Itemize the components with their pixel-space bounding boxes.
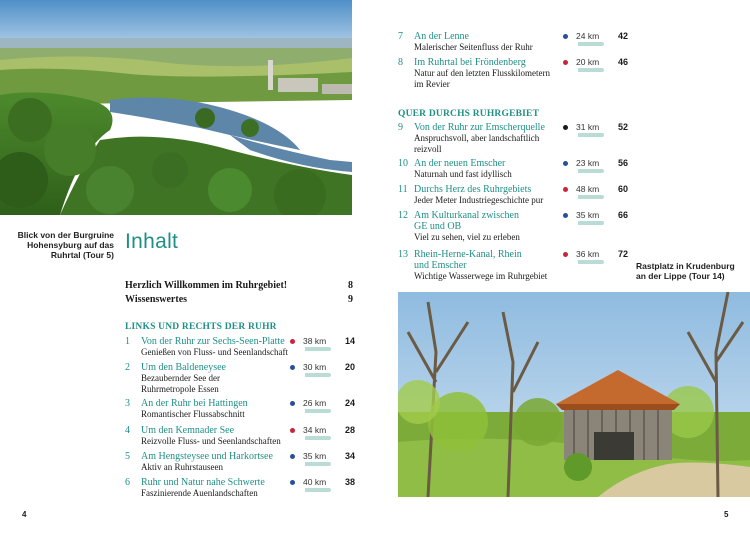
tour-title-line: Um den Kemnader See [141, 425, 235, 436]
tour-title [141, 362, 226, 373]
toc-page-number: 38 [344, 477, 355, 487]
toc-page-number: 66 [617, 210, 628, 220]
caption-line: Hohensyburg auf das [27, 240, 114, 250]
distance-arrow-icon [578, 169, 604, 173]
distance-arrow-icon [305, 373, 331, 377]
tour-number: 6 [125, 477, 130, 488]
tour-subtitle [414, 42, 533, 53]
tour-subtitle-line: im Revier [414, 79, 450, 89]
tour-title [141, 336, 285, 347]
difficulty-dot-icon [290, 365, 295, 370]
tour-title-line: Am Kulturkanal zwischen [414, 210, 519, 221]
tour-subtitle-line: Faszinierende Auenlandschaften [141, 488, 258, 498]
tour-number: 2 [125, 362, 130, 373]
difficulty-dot-icon [290, 428, 295, 433]
tour-title [414, 57, 526, 68]
distance-arrow-icon [578, 42, 604, 46]
caption-line: Rastplatz in Krudenburg [636, 261, 735, 271]
distance-arrow-icon [305, 347, 331, 351]
tour-subtitle-line: reizvoll [414, 144, 442, 154]
tour-number: 7 [398, 31, 403, 42]
tour-title [414, 158, 505, 169]
difficulty-dot-icon [290, 480, 295, 485]
tour-title-line: An der Lenne [414, 31, 469, 42]
tour-subtitle-line: Romantischer Flussabschnitt [141, 409, 245, 419]
tour-subtitle-line: Ruhrmetropole Essen [141, 384, 219, 394]
toc-page-number: 56 [617, 158, 628, 168]
tour-title [414, 249, 522, 271]
tour-distance: 36 km [576, 249, 600, 259]
tour-distance: 23 km [576, 158, 600, 168]
tour-subtitle-line: Malerischer Seitenfluss der Ruhr [414, 42, 533, 52]
difficulty-dot-icon [563, 252, 568, 257]
tour-number: 9 [398, 122, 403, 133]
section-heading: LINKS UND RECHTS DER RUHR [125, 322, 277, 332]
difficulty-dot-icon [563, 125, 568, 130]
tour-title [141, 451, 273, 462]
toc-page-number: 72 [617, 249, 628, 259]
tour-title-line: Von der Ruhr zur Sechs-Seen-Platte [141, 336, 285, 347]
toc-intro-entry[interactable] [125, 279, 353, 293]
toc-page-number: 20 [344, 362, 355, 372]
tour-subtitle [414, 169, 512, 180]
tour-subtitle [141, 462, 223, 473]
distance-arrow-icon [578, 68, 604, 72]
tour-title [414, 31, 469, 42]
toc-intro-title: Herzlich Willkommen im Ruhrgebiet! [125, 280, 288, 291]
difficulty-dot-icon [563, 213, 568, 218]
tour-subtitle [141, 436, 281, 447]
tour-title-line: Von der Ruhr zur Emscherquelle [414, 122, 545, 133]
tour-title-line: und Emscher [414, 260, 467, 271]
toc-intro-entry[interactable] [125, 293, 353, 307]
tour-title [414, 210, 519, 232]
tour-title [414, 122, 545, 133]
caption-line: an der Lippe (Tour 14) [636, 271, 725, 281]
tour-subtitle [414, 133, 539, 155]
tour-subtitle [414, 232, 520, 243]
tour-number: 11 [398, 184, 408, 195]
tour-title [414, 184, 531, 195]
tour-subtitle [141, 347, 288, 358]
distance-arrow-icon [578, 221, 604, 225]
caption-line: Ruhrtal (Tour 5) [50, 250, 114, 260]
tour-subtitle-line: Naturnah und fast idyllisch [414, 169, 512, 179]
tour-subtitle [141, 373, 220, 395]
difficulty-dot-icon [563, 60, 568, 65]
distance-arrow-icon [578, 260, 604, 264]
tour-title-line: Um den Baldeneysee [141, 362, 226, 373]
tour-title [141, 398, 248, 409]
tour-number: 10 [398, 158, 408, 169]
tour-distance: 26 km [303, 398, 327, 408]
tour-subtitle-line: Aktiv an Ruhrstauseen [141, 462, 223, 472]
tour-title-line: Ruhr und Natur nahe Schwerte [141, 477, 265, 488]
photo-rastplatz-krudenburg [398, 292, 750, 497]
tour-subtitle-line: Genießen von Fluss- und Seenlandschaft [141, 347, 288, 357]
toc-title: Inhalt [125, 230, 179, 253]
tour-title-line: Im Ruhrtal bei Fröndenberg [414, 57, 526, 68]
tour-subtitle [414, 271, 547, 282]
photo-caption-right [636, 261, 746, 281]
tour-title-line: Durchs Herz des Ruhrgebiets [414, 184, 532, 195]
distance-arrow-icon [305, 488, 331, 492]
tour-subtitle-line: Anspruchsvoll, aber landschaftlich [414, 133, 540, 143]
tour-subtitle [414, 195, 543, 206]
tour-number: 13 [398, 249, 408, 260]
tour-number: 3 [125, 398, 130, 409]
toc-page-number: 34 [344, 451, 355, 461]
tour-distance: 48 km [576, 184, 600, 194]
toc-page-number: 60 [617, 184, 628, 194]
toc-page-number: 8 [348, 280, 353, 291]
distance-arrow-icon [578, 195, 604, 199]
page-number-left: 4 [22, 510, 27, 519]
tour-number: 4 [125, 425, 130, 436]
tour-distance: 38 km [303, 336, 327, 346]
tour-number: 1 [125, 336, 130, 347]
difficulty-dot-icon [563, 161, 568, 166]
tour-subtitle-line: Jeder Meter Industriegeschichte pur [414, 195, 544, 205]
difficulty-dot-icon [563, 34, 568, 39]
distance-arrow-icon [305, 436, 331, 440]
tour-distance: 34 km [303, 425, 327, 435]
tour-title [141, 477, 265, 488]
toc-page-number: 9 [348, 294, 353, 305]
tour-distance: 20 km [576, 57, 600, 67]
section-heading: QUER DURCHS RUHRGEBIET [398, 109, 540, 119]
tour-distance: 30 km [303, 362, 327, 372]
tour-title-line: An der Ruhr bei Hattingen [141, 398, 248, 409]
tour-subtitle-line: Bezaubernder See der [141, 373, 220, 383]
difficulty-dot-icon [563, 187, 568, 192]
tour-distance: 35 km [576, 210, 600, 220]
tour-title-line: An der neuen Emscher [414, 158, 506, 169]
difficulty-dot-icon [290, 454, 295, 459]
tour-distance: 35 km [303, 451, 327, 461]
tour-distance: 40 km [303, 477, 327, 487]
toc-page-number: 52 [617, 122, 628, 132]
difficulty-dot-icon [290, 339, 295, 344]
toc-page-number: 42 [617, 31, 628, 41]
tour-subtitle-line: Wichtige Wasserwege im Ruhrgebiet [414, 271, 548, 281]
caption-line: Blick von der Burgruine [17, 230, 114, 240]
distance-arrow-icon [305, 462, 331, 466]
tour-subtitle [141, 488, 258, 499]
tour-subtitle-line: Reizvolle Fluss- und Seenlandschaften [141, 436, 281, 446]
toc-page-number: 46 [617, 57, 628, 67]
tour-subtitle-line: Natur auf den letzten Flusskilometern [414, 68, 550, 78]
tour-number: 8 [398, 57, 403, 68]
tour-subtitle-line: Viel zu sehen, viel zu erleben [414, 232, 520, 242]
tour-number: 12 [398, 210, 408, 221]
tour-title [141, 425, 234, 436]
tour-subtitle [414, 68, 550, 90]
tour-title-line: Rhein-Herne-Kanal, Rhein [414, 249, 522, 260]
tour-subtitle [141, 409, 245, 420]
photo-caption-left [14, 230, 114, 260]
distance-arrow-icon [578, 133, 604, 137]
tour-title-line: GE und OB [414, 221, 462, 232]
tour-distance: 31 km [576, 122, 600, 132]
difficulty-dot-icon [290, 401, 295, 406]
toc-page-number: 28 [344, 425, 355, 435]
tour-distance: 24 km [576, 31, 600, 41]
distance-arrow-icon [305, 409, 331, 413]
tour-title-line: Am Hengsteysee und Harkortsee [141, 451, 273, 462]
toc-page-number: 24 [344, 398, 355, 408]
toc-page-number: 14 [344, 336, 355, 346]
page-number-right: 5 [724, 510, 729, 519]
tour-number: 5 [125, 451, 130, 462]
photo-ruhr-valley [0, 0, 352, 215]
toc-intro-title: Wissenswertes [125, 294, 188, 305]
